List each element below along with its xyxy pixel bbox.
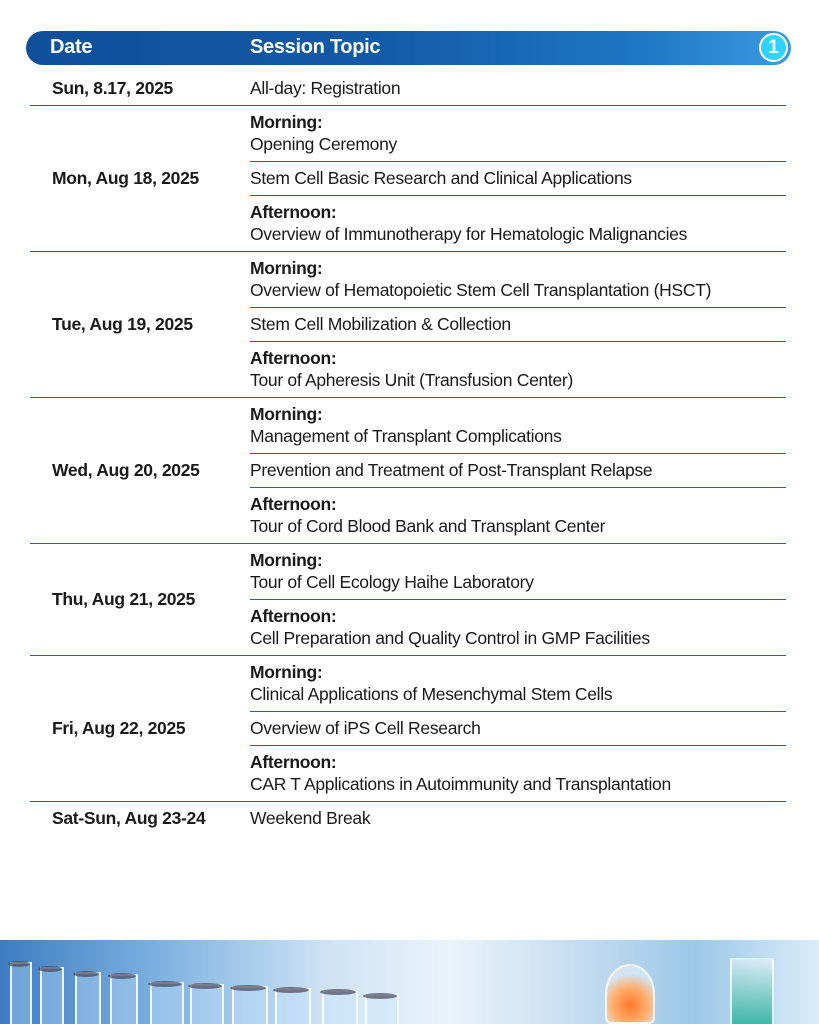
day-sessions — [250, 106, 786, 251]
session-period-label: Afternoon: — [250, 752, 337, 772]
test-tube-shape — [322, 990, 358, 1024]
day-date: Sun, 8.17, 2025 — [52, 78, 173, 98]
session-topic: Overview of Hematopoietic Stem Cell Transplantation (HSCT) — [250, 280, 712, 300]
session-topic: Weekend Break — [250, 808, 371, 828]
session-topic: Overview of Immunotherapy for Hematologic Malignancies — [250, 224, 688, 244]
session-item — [250, 398, 786, 454]
test-tube-shape — [40, 967, 64, 1024]
session-item — [250, 308, 786, 342]
session-item — [250, 600, 786, 655]
session-topic: Prevention and Treatment of Post-Transplant Relapse — [250, 460, 653, 480]
session-topic-column-header: Session Topic — [250, 36, 381, 58]
day-sessions — [250, 802, 786, 835]
session-period-label: Morning: — [250, 550, 323, 570]
session-period-label: Afternoon: — [250, 494, 337, 514]
session-topic: Tour of Cord Blood Bank and Transplant Center — [250, 516, 606, 536]
test-tube-rim — [148, 981, 182, 987]
session-item — [250, 252, 786, 308]
session-item — [250, 746, 786, 801]
session-topic: Cell Preparation and Quality Control in GMP Facilities — [250, 628, 650, 648]
schedule-day-row — [30, 252, 786, 398]
session-item — [250, 802, 786, 835]
test-tube-shape — [232, 986, 268, 1024]
day-date: Thu, Aug 21, 2025 — [52, 589, 196, 609]
day-date: Tue, Aug 19, 2025 — [52, 314, 193, 334]
test-tube-shape — [150, 982, 184, 1024]
test-tube-rim — [230, 985, 266, 991]
session-item — [250, 72, 786, 105]
session-item — [250, 342, 786, 397]
test-tube-rim — [8, 961, 30, 967]
session-item — [250, 544, 786, 600]
test-tube-shape — [10, 962, 32, 1024]
schedule-day-row — [30, 802, 786, 835]
session-period-label: Afternoon: — [250, 606, 337, 626]
session-topic: Management of Transplant Complications — [250, 426, 562, 446]
session-item — [250, 656, 786, 712]
session-topic: Stem Cell Mobilization & Collection — [250, 314, 511, 334]
test-tube-rim — [363, 993, 397, 999]
session-topic: CAR T Applications in Autoimmunity and Transplantation — [250, 774, 671, 794]
page-number-badge: 1 — [759, 33, 788, 62]
session-item — [250, 162, 786, 196]
session-period-label: Morning: — [250, 112, 323, 132]
session-topic: Clinical Applications of Mesenchymal Stem Cells — [250, 684, 613, 704]
session-item — [250, 196, 786, 251]
session-item — [250, 454, 786, 488]
test-tube-rim — [108, 973, 136, 979]
day-sessions — [250, 544, 786, 655]
date-column-header: Date — [50, 36, 93, 58]
session-topic: All-day: Registration — [250, 78, 401, 98]
session-period-label: Morning: — [250, 662, 323, 682]
session-item — [250, 106, 786, 162]
day-date: Mon, Aug 18, 2025 — [52, 168, 199, 188]
session-topic: Stem Cell Basic Research and Clinical Applications — [250, 168, 632, 188]
test-tube-rim — [273, 987, 309, 993]
schedule-day-row — [30, 398, 786, 544]
laboratory-glassware-banner — [0, 940, 819, 1024]
session-period-label: Morning: — [250, 258, 323, 278]
day-date: Wed, Aug 20, 2025 — [52, 460, 200, 480]
day-sessions — [250, 656, 786, 801]
session-item — [250, 488, 786, 543]
day-sessions — [250, 252, 786, 397]
test-tube-rim — [320, 989, 356, 995]
test-tube-rim — [38, 966, 62, 972]
day-sessions — [250, 398, 786, 543]
table-header-bar — [26, 31, 791, 65]
beaker-shape — [730, 958, 774, 1024]
day-date: Sat-Sun, Aug 23-24 — [52, 808, 206, 828]
test-tube-shape — [190, 984, 224, 1024]
test-tube-rim — [188, 983, 222, 989]
session-period-label: Morning: — [250, 404, 323, 424]
session-topic: Opening Ceremony — [250, 134, 397, 154]
session-period-label: Afternoon: — [250, 348, 337, 368]
test-tube-shape — [275, 988, 311, 1024]
schedule-day-row — [30, 656, 786, 802]
session-topic: Tour of Cell Ecology Haihe Laboratory — [250, 572, 534, 592]
schedule-day-row — [30, 106, 786, 252]
flask-shape — [605, 964, 655, 1024]
session-item — [250, 712, 786, 746]
test-tube-rim — [73, 971, 99, 977]
session-topic: Tour of Apheresis Unit (Transfusion Center) — [250, 370, 573, 390]
session-period-label: Afternoon: — [250, 202, 337, 222]
session-topic: Overview of iPS Cell Research — [250, 718, 481, 738]
schedule-table — [30, 72, 786, 835]
test-tube-shape — [75, 972, 101, 1024]
day-date: Fri, Aug 22, 2025 — [52, 718, 186, 738]
schedule-day-row — [30, 544, 786, 656]
day-sessions — [250, 72, 786, 105]
test-tube-shape — [110, 974, 138, 1024]
schedule-day-row — [30, 72, 786, 106]
